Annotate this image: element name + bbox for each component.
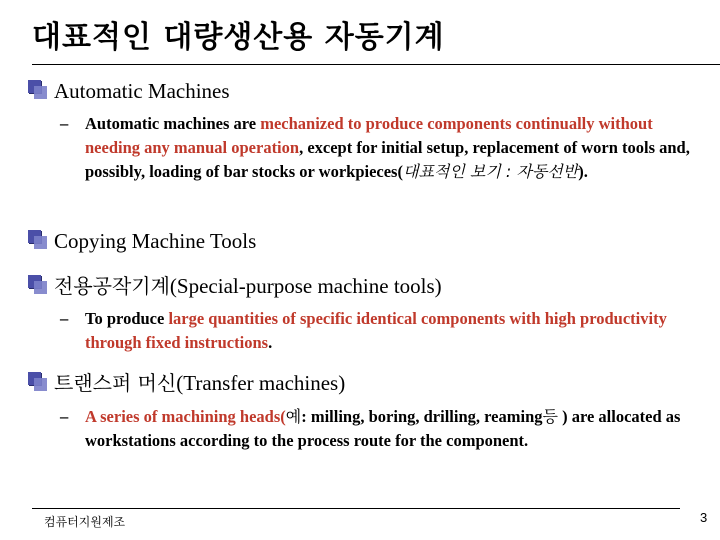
sub-bullet-text: To produce large quantities of specific identical components with high productivity through fixed instructions. [85,309,667,352]
bullet-automatic-machines [28,78,230,104]
bullet-label: Copying Machine Tools [54,229,257,253]
sub-bullet-text: Automatic machines are mechanized to produce components continually without needing any manual operation, except for initial setup, replacement of worn tools and, possibly, loading of bar stocks or workpieces(대표적인 보기 : 자동선반). [85,114,690,181]
highlight-text: A series of machining heads( [85,407,286,426]
dash-marker: – [60,114,69,133]
footer-label: 컴퓨터지원제조 [44,515,126,529]
sub-bullet-automatic [60,112,700,184]
sub-bullet-special [60,307,700,355]
bullet-transfer-machines [28,370,345,396]
dash-marker: – [60,407,69,426]
example-korean: 대표적인 보기 : 자동선반 [402,162,579,181]
bullet-square-icon [28,80,50,102]
page-number: 3 [700,510,708,525]
slide-title: 대표적인 대량생산용 자동기계 [32,20,445,55]
sub-bullet-transfer [60,405,700,453]
dash-marker: – [60,309,69,328]
bullet-label: Automatic Machines [54,79,230,103]
bullet-square-icon [28,275,50,297]
bullet-label: 전용공작기계(Special-purpose machine tools) [54,274,442,298]
highlight-text: mechanized to produce components continually without needing any manual operation [85,114,653,157]
title-divider [32,64,720,65]
sub-bullet-text: A series of machining heads(예: milling, boring, drilling, reaming등 ) are allocated as workstations according to the process route for the component. [85,407,681,450]
bullet-copying-machine-tools [28,228,256,254]
highlight-text: large quantities of specific identical components with high productivity through fixed instructions [85,309,667,352]
bullet-square-icon [28,230,50,252]
bullet-special-purpose [28,273,442,299]
footer-divider [32,508,680,509]
bullet-label: 트랜스퍼 머신(Transfer machines) [54,371,346,395]
bullet-square-icon [28,372,50,394]
